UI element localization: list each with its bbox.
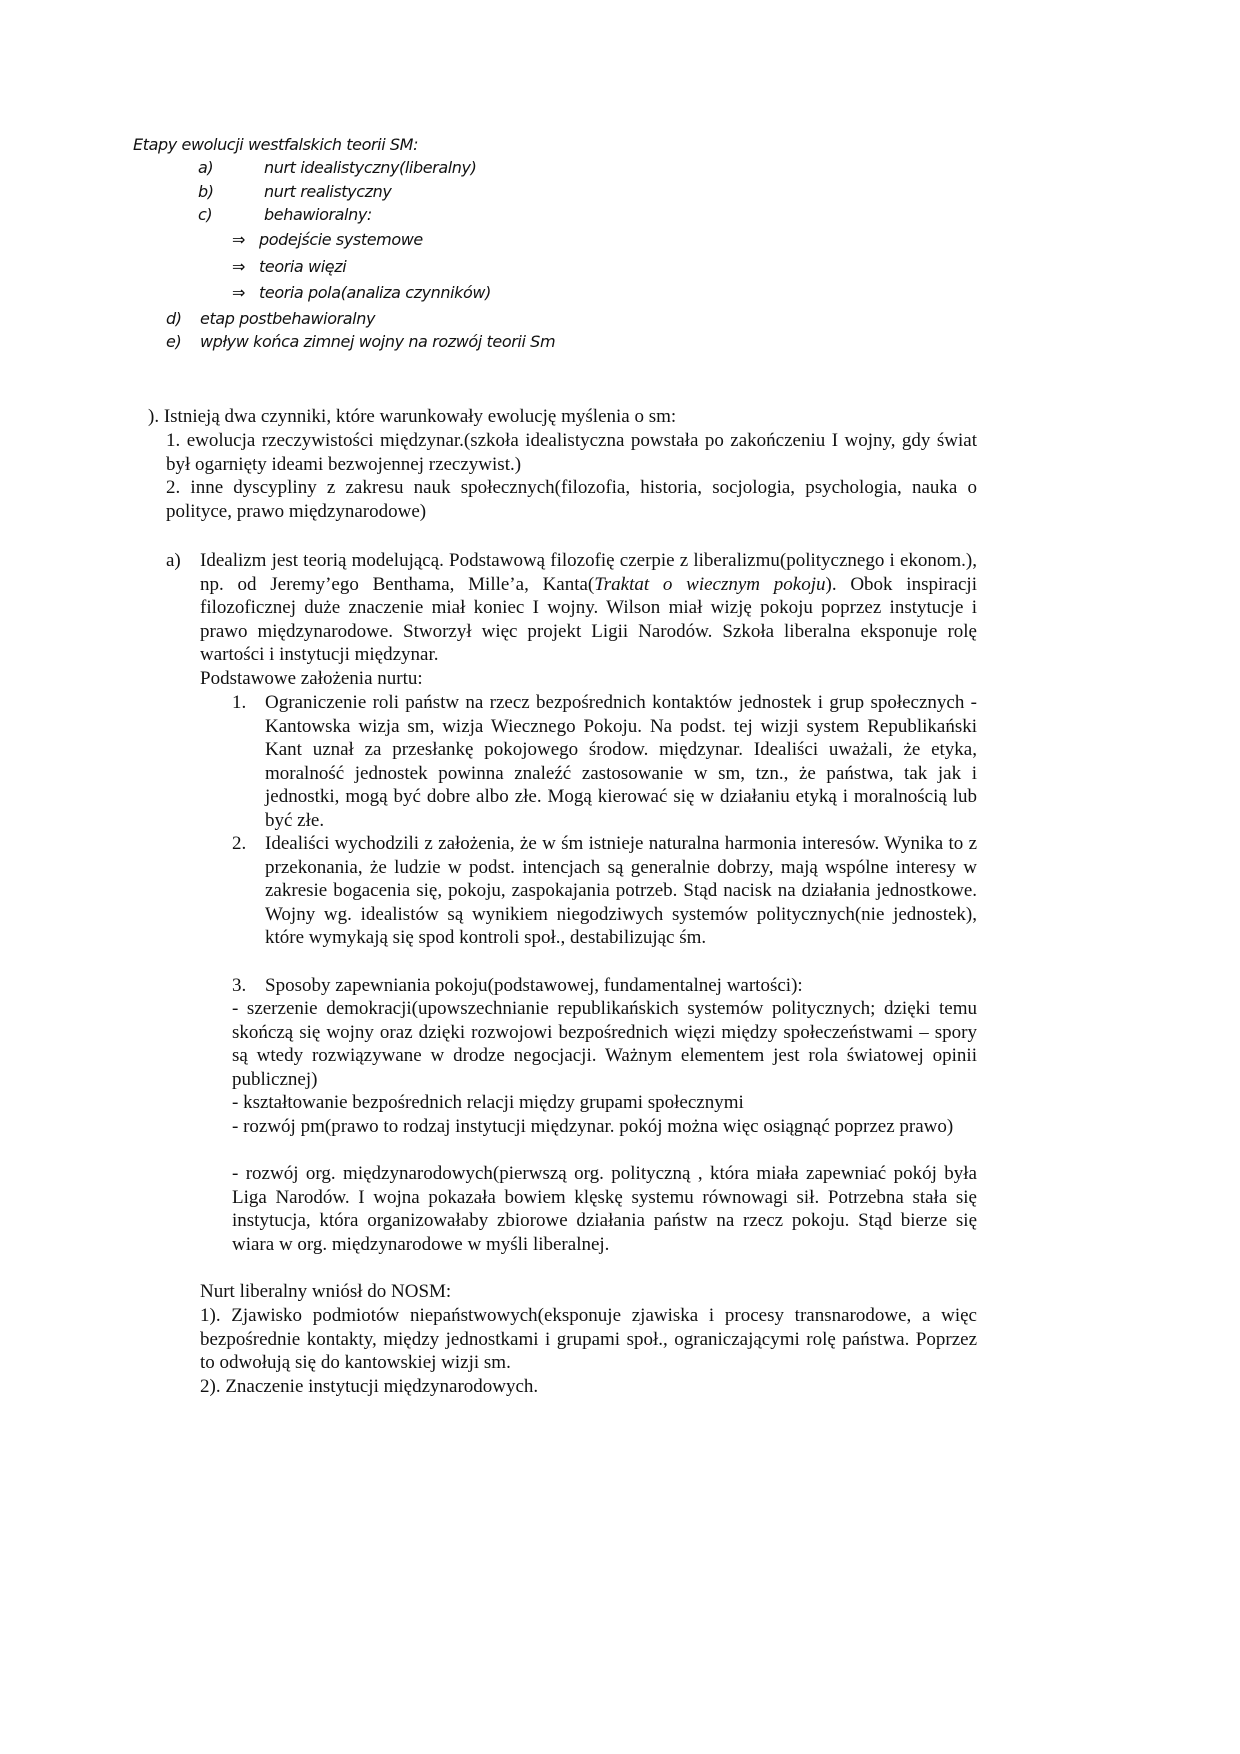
- way-item: - szerzenie demokracji(upowszechnianie republikańskich systemów politycznych; dzięki temu skończą się wojny oraz dzięki rozwojowi bezpośrednich więzi między społeczeństwami – spory są wtedy rozwiązywane w drodze negocjacji. Ważnym elementem jest rola światowej opinii publicznej): [232, 998, 977, 1090]
- section-label: a): [166, 550, 181, 571]
- outline-sub-item: teoria więzi: [259, 257, 347, 276]
- assumptions-title: Podstawowe założenia nurtu:: [200, 668, 423, 689]
- way-item: - rozwój org. międzynarodowych(pierwszą org. polityczną , która miała zapewniać pokój była Liga Narodów. I wojna pokazała bowiem klęskę systemu równowagi sił. Potrzebna stała się instytucja, która organizowałaby zbiorowe działania państw na rzecz pokoju. Stąd bierze się wiara w org. międzynarodowe w myśli liberalnej.: [232, 1163, 977, 1255]
- way-item: - kształtowanie bezpośrednich relacji między grupami społecznymi: [232, 1092, 744, 1113]
- paragraph-text: Idealizm jest teorią modelującą. Podstawową filozofię czerpie z liberalizmu(politycznego i ekonom.), np. od Jeremy’ego Benthama, Mille’a, Kanta(: [200, 550, 977, 595]
- outline-item-text: nurt idealistyczny(liberalny): [264, 158, 477, 177]
- outline-item-label: e): [166, 332, 182, 351]
- assumption-item: Idealiści wychodzili z założenia, że w śm istnieje naturalna harmonia interesów. Wynika to z przekonania, że ludzie w podst. intencjach są generalnie dobrzy, mają wspólne interesy w zakresie bogacenia się, pokoju, zaspokajania potrzeb. Stąd nacisk na działania jednostkowe. Wojny wg. idealistów są wynikiem niegodziwych systemów politycznych(nie jednostek), które wymykają się spod kontroli społ., destabilizując śm.: [265, 833, 977, 949]
- list-number: 1.: [232, 692, 247, 713]
- list-number: 3.: [232, 975, 247, 996]
- idealism-paragraph: [200, 549, 977, 667]
- assumption-item: Sposoby zapewniania pokoju(podstawowej, fundamentalnej wartości):: [265, 975, 803, 996]
- factor-item: 2. inne dyscypliny z zakresu nauk społecznych(filozofia, historia, socjologia, psychologia, nauka o polityce, prawo międzynarodowe): [166, 477, 977, 522]
- outline-sub-item: podejście systemowe: [259, 230, 423, 249]
- outline-item-label: b): [198, 182, 214, 201]
- contrib-item: 1). Zjawisko podmiotów niepaństwowych(eksponuje zjawiska i procesy transnarodowe, a więc bezpośrednie kontakty, między jednostkami i grupami społ., ograniczającymi rolę państwa. Poprzez to odwołują się do kantowskiej wizji sm.: [200, 1305, 977, 1374]
- paragraph-text: ). Obok inspiracji filozoficznej duże znaczenie miał koniec I wojny. Wilson miał wizję pokoju poprzez instytucje i prawo międzynarodowe. Stworzył więc projekt Ligii Narodów. Szkoła liberalna eksponuje rolę wartości i instytucji międzynar.: [200, 573, 977, 666]
- outline-sub-item: teoria pola(analiza czynników): [259, 283, 491, 302]
- outline-item-label: c): [198, 205, 213, 224]
- outline-item-label: a): [198, 158, 214, 177]
- outline-item-text: behawioralny:: [264, 205, 372, 224]
- factors-intro: ). Istnieją dwa czynniki, które warunkowały ewolucję myślenia o sm:: [148, 406, 677, 427]
- way-item: - rozwój pm(prawo to rodzaj instytucji międzynar. pokój można więc osiągnąć poprzez prawo): [232, 1116, 954, 1137]
- outline-item-text: etap postbehawioralny: [200, 309, 376, 328]
- factor-item: 1. ewolucja rzeczywistości międzynar.(szkoła idealistyczna powstała po zakończeniu I wojny, gdy świat był ogarnięty ideami bezwojennej rzeczywist.): [166, 430, 977, 475]
- book-title: Traktat o wiecznym pokoju: [594, 573, 826, 595]
- arrow-icon: ⇒: [232, 257, 246, 276]
- outline-item-text: wpływ końca zimnej wojny na rozwój teorii Sm: [200, 332, 556, 351]
- contrib-title: Nurt liberalny wniósł do NOSM:: [200, 1281, 452, 1302]
- contrib-item: 2). Znaczenie instytucji międzynarodowych.: [200, 1376, 539, 1397]
- outline-item-label: d): [166, 309, 182, 328]
- arrow-icon: ⇒: [232, 283, 246, 302]
- outline-title: Etapy ewolucji westfalskich teorii SM:: [133, 135, 419, 154]
- assumption-item: Ograniczenie roli państw na rzecz bezpośrednich kontaktów jednostek i grup społecznych - Kantowska wizja sm, wizja Wiecznego Pokoju. Na podst. tej wizji system Republikański Kant uznał za przesłankę pokojowego środow. międzynar. Idealiści uważali, że etyka, moralność jednostek powinna znaleźć zastosowanie w sm, tzn., że państwa, tak jak i jednostki, mogą być dobre albo złe. Mogą kierować się w działaniu etyką i moralnością lub być złe.: [265, 692, 977, 831]
- outline-item-text: nurt realistyczny: [264, 182, 392, 201]
- list-number: 2.: [232, 833, 247, 854]
- arrow-icon: ⇒: [232, 230, 246, 249]
